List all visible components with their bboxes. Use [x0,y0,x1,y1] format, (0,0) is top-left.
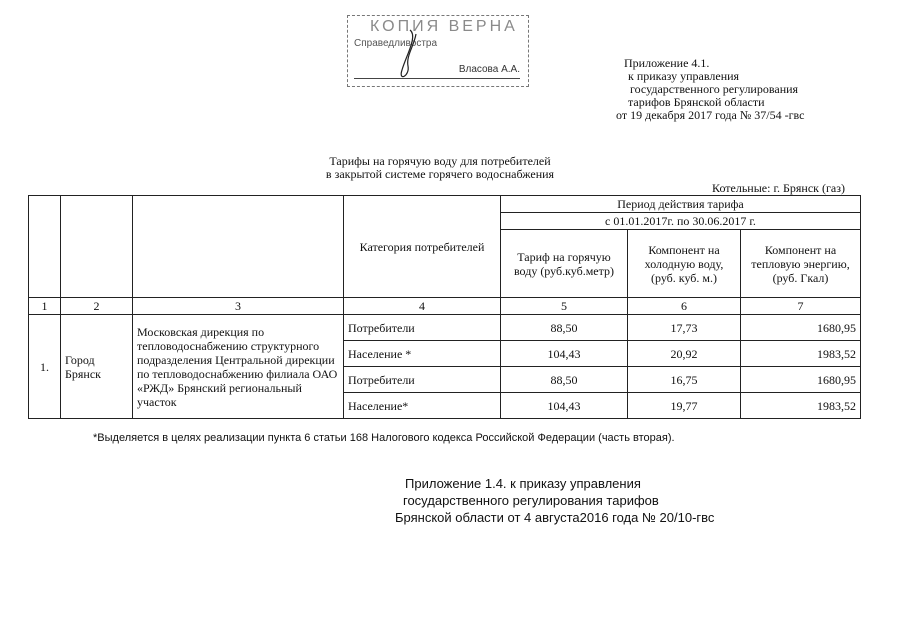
tariff-cell: 88,50 [501,315,628,341]
title-line: Тарифы на горячую воду для потребителей [329,154,551,168]
city-cell: Город Брянск [61,315,133,419]
cold-water-cell: 20,92 [628,341,741,367]
column-number: 3 [133,298,344,315]
appendix-footer [395,475,714,526]
tariff-table [28,195,861,419]
appendix-header-line: Приложение 4.1. [624,56,710,70]
tariff-cell: 104,43 [501,393,628,419]
header-cold-water-component: Компонент на холодную воду, (руб. куб. м.) [628,230,741,298]
cold-water-cell: 19,77 [628,393,741,419]
footnote: *Выделяется в целях реализации пункта 6 статьи 168 Налогового кодекса Российской Федерации (часть вторая). [93,432,675,444]
boiler-label: Котельные: г. Брянск (газ) [712,181,845,195]
header-period: Период действия тарифа [501,196,861,213]
header-period-range: с 01.01.2017г. по 30.06.2017 г. [501,213,861,230]
appendix-footer-line: Приложение 1.4. к приказу управления [405,476,641,491]
row-number: 1. [29,315,61,419]
category-cell: Население* [344,393,501,419]
heat-cell: 1983,52 [741,393,861,419]
column-number: 1 [29,298,61,315]
appendix-header-line: тарифов Брянской области [628,95,765,109]
header-heat-component: Компонент на тепловую энергию, (руб. Гкал) [741,230,861,298]
header-blank-col2 [61,196,133,298]
header-blank-col3 [133,196,344,298]
heat-cell: 1680,95 [741,367,861,393]
appendix-header-line: к приказу управления [628,69,740,83]
document-title [0,155,880,181]
heat-cell: 1680,95 [741,315,861,341]
column-number: 6 [628,298,741,315]
tariff-cell: 104,43 [501,341,628,367]
cold-water-cell: 16,75 [628,367,741,393]
appendix-header [616,56,805,122]
appendix-header-line: государственного регулирования [630,82,799,96]
category-cell: Потребители [344,367,501,393]
appendix-footer-line: государственного регулирования тарифов [403,493,659,508]
certified-copy-stamp [347,15,529,87]
tariff-cell: 88,50 [501,367,628,393]
column-number: 4 [344,298,501,315]
column-number: 2 [61,298,133,315]
cold-water-cell: 17,73 [628,315,741,341]
table-row [29,315,861,341]
stamp-signer: Власова А.А. [458,64,520,75]
signature-graphic [388,26,428,86]
column-number: 7 [741,298,861,315]
title-line: в закрытой системе горячего водоснабжения [325,167,555,181]
appendix-header-line: от 19 декабря 2017 года № 37/54 -гвс [616,108,805,122]
stamp-position: Справедливостра [354,38,438,49]
category-cell: Потребители [344,315,501,341]
header-blank-col1 [29,196,61,298]
organization-cell: Московская дирекция по тепловодоснабжению структурного подразделения Центральной дирекции по тепловодоснабжению филиала ОАО «РЖД» Брянский региональный участок [133,315,344,419]
category-cell: Население * [344,341,501,367]
stamp-title: КОПИЯ ВЕРНА [370,18,518,35]
heat-cell: 1983,52 [741,341,861,367]
appendix-footer-line: Брянской области от 4 августа2016 года № 20/10-гвс [395,510,715,525]
header-tariff-hot-water: Тариф на горячую воду (руб.куб.метр) [501,230,628,298]
stamp-signature-line [354,78,520,79]
column-number: 5 [501,298,628,315]
column-number-row [29,298,861,315]
header-category: Категория потребителей [344,196,501,298]
